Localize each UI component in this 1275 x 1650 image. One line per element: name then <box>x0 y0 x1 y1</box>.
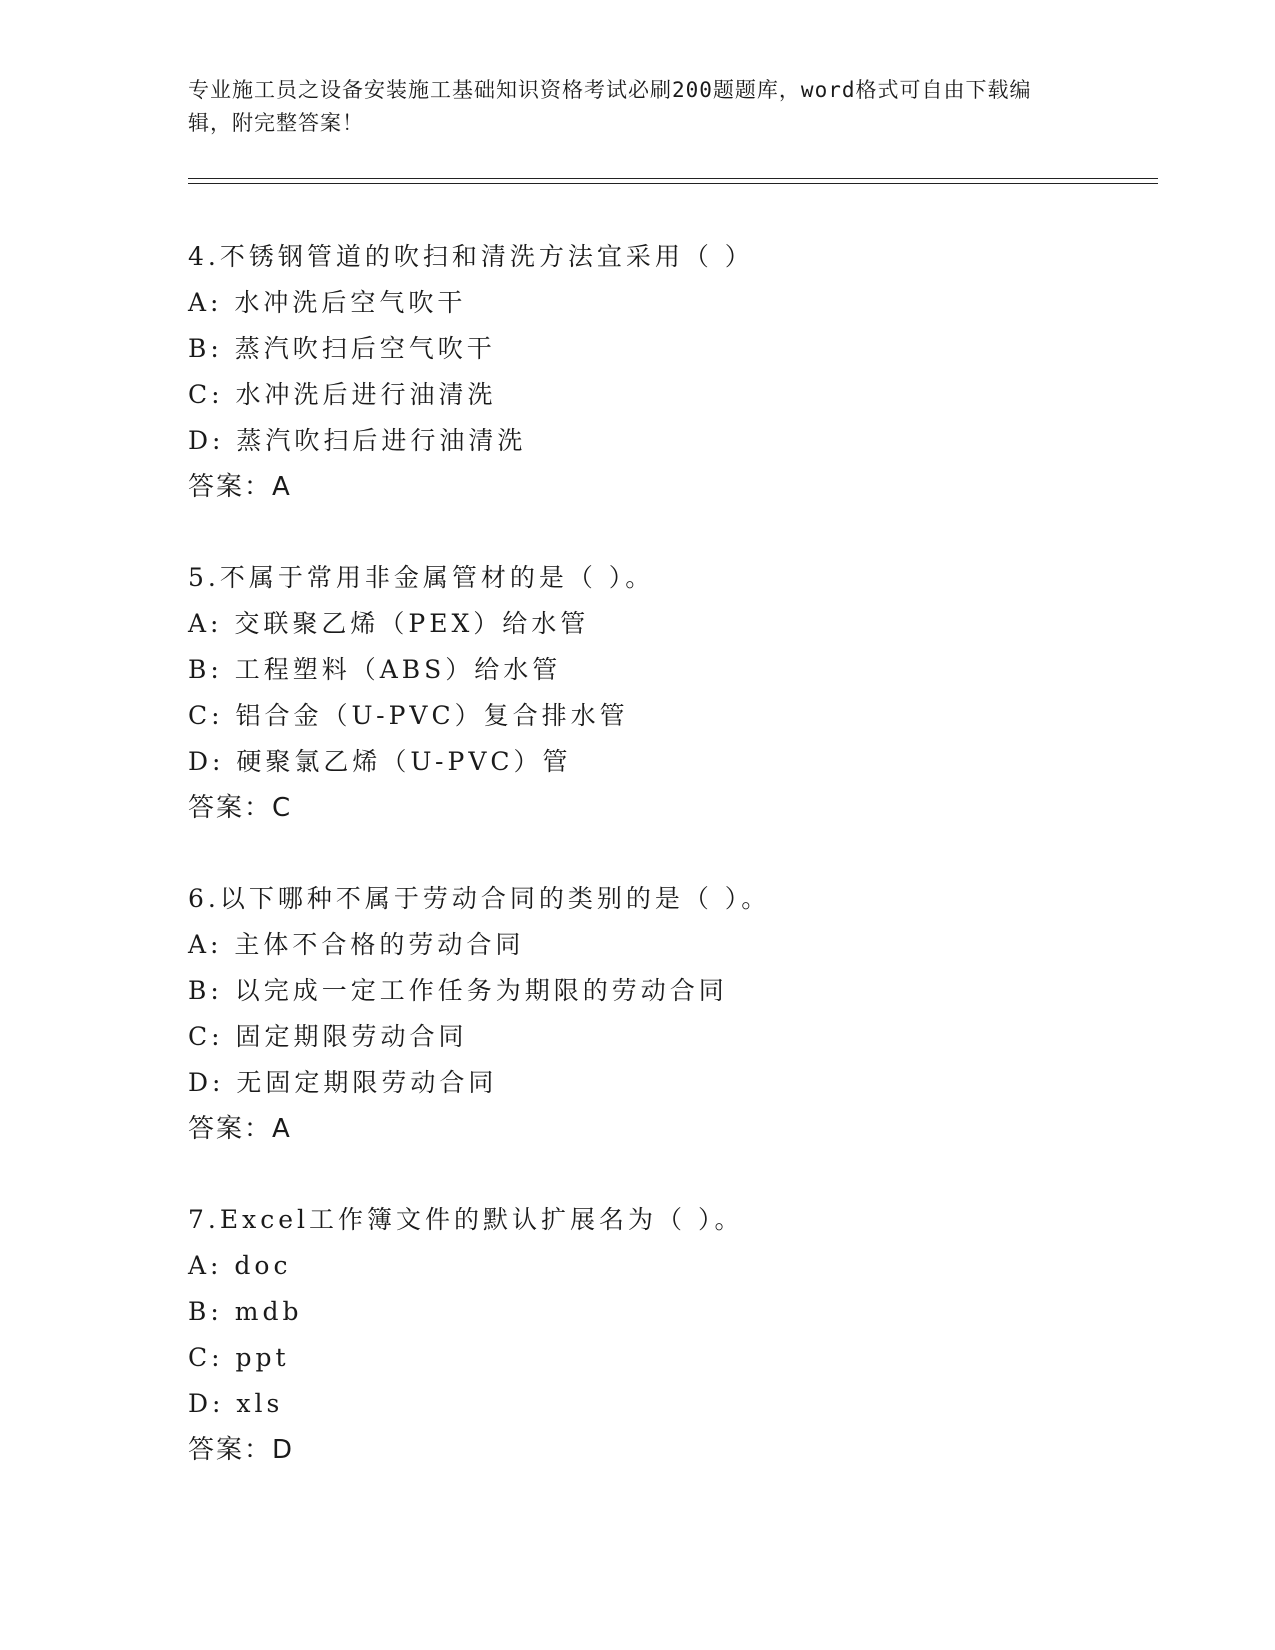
header-divider-bottom <box>188 183 1158 184</box>
option-c: C: ppt <box>188 1343 290 1372</box>
question-stem: 5.不属于常用非金属管材的是（ ）。 <box>188 563 655 592</box>
option-b: B: 以完成一定工作任务为期限的劳动合同 <box>188 976 728 1005</box>
option-b: B: mdb <box>188 1297 303 1326</box>
answer-line: 答案：C <box>188 793 293 823</box>
option-d: D: xls <box>188 1389 284 1418</box>
option-d: D: 蒸汽吹扫后进行油清洗 <box>188 426 527 455</box>
option-a: A: 水冲洗后空气吹干 <box>188 288 467 317</box>
option-a: A: 交联聚乙烯（PEX）给水管 <box>188 609 590 638</box>
option-c: C: 铝合金（U-PVC）复合排水管 <box>188 701 629 730</box>
option-b: B: 蒸汽吹扫后空气吹干 <box>188 334 496 363</box>
answer-line: 答案：D <box>188 1435 295 1465</box>
option-c: C: 水冲洗后进行油清洗 <box>188 380 497 409</box>
option-c: C: 固定期限劳动合同 <box>188 1022 468 1051</box>
header-divider-top <box>188 178 1158 179</box>
question-item <box>188 1197 1148 1473</box>
question-stem: 6.以下哪种不属于劳动合同的类别的是（ ）。 <box>188 884 771 913</box>
option-d: D: 无固定期限劳动合同 <box>188 1068 498 1097</box>
option-a: A: doc <box>188 1251 292 1280</box>
option-a: A: 主体不合格的劳动合同 <box>188 930 525 959</box>
document-header: 专业施工员之设备安装施工基础知识资格考试必刷200题题库，word格式可自由下载编辑，附完整答案！ <box>188 78 1032 135</box>
answer-line: 答案：A <box>188 1114 292 1144</box>
question-item <box>188 876 1148 1152</box>
question-item <box>188 555 1148 831</box>
option-d: D: 硬聚氯乙烯（U-PVC）管 <box>188 747 572 776</box>
question-stem: 7.Excel工作簿文件的默认扩展名为（ ）。 <box>188 1205 744 1234</box>
question-item <box>188 234 1148 510</box>
option-b: B: 工程塑料（ABS）给水管 <box>188 655 562 684</box>
question-stem: 4.不锈钢管道的吹扫和清洗方法宜采用（ ） <box>188 242 754 271</box>
answer-line: 答案：A <box>188 472 292 502</box>
